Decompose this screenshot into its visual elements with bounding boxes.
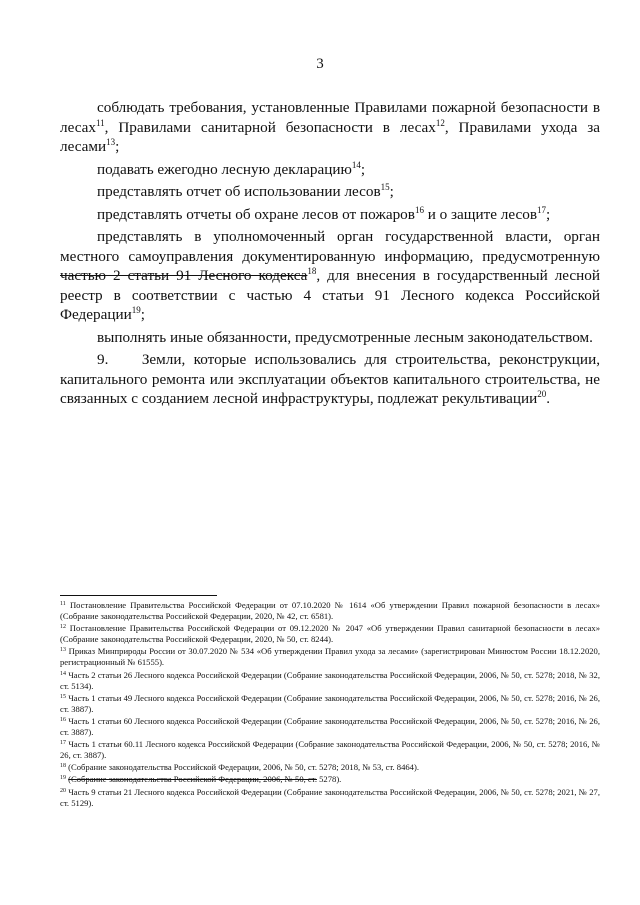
footnote-14: $^{14}$ Часть 2 статьи 26 Лесного кодекса Российской Федерации (Собрание законодательства Российской Федерации, 2006, № 50, ст. 5278; 2018, № 32, ст. 5134). — [60, 669, 600, 691]
footnotes — [60, 600, 600, 810]
footnote-13: $^{13}$ Приказ Минприроды России от 30.07.2020 № 534 «Об утверждении Правил ухода за лесами» (зарегистрирован Минюстом России 18.12.2020, регистрационный № 61555). — [60, 646, 600, 668]
footnote-19: $^{19}$ (Собрание законодательства Российской Федерации, 2006, № 50, ст. 5278). — [60, 774, 342, 785]
footnote-12: $^{12}$ Постановление Правительства Российской Федерации от 09.12.2020 № 2047 «Об утверждении Правил санитарной безопасности в лесах» (Собрание законодательства Российской Федерации, 2020, № 50, ст. 8244). — [60, 623, 600, 645]
footnote-ref-17: 17 — [537, 204, 546, 215]
footnote-16: $^{16}$ Часть 1 статьи 60 Лесного кодекса Российской Федерации (Собрание законодательства Российской Федерации, 2006, № 50, ст. 5278; 2016, № 26, ст. 3887). — [60, 715, 600, 738]
footnote-separator — [60, 595, 217, 596]
footnote-15: $^{15}$ Часть 1 статьи 49 Лесного кодекса Российской Федерации (Собрание законодательства Российской Федерации, 2006, № 50, ст. 5278; 2016, № 26, ст. 3887). — [60, 692, 600, 714]
main-text — [60, 98, 604, 412]
paragraph-protection-reports: представлять отчеты об охране лесов от пожаров$^{16}$ и о защите лесов$^{17}$; — [97, 204, 551, 223]
footnote-20: $^{20}$ Часть 9 статьи 21 Лесного кодекса Российской Федерации (Собрание законодательства Российской Федерации, 2006, № 50, ст. 5278; 2021, № 27, ст. 5129). — [60, 786, 600, 808]
paragraph-usage-report: представлять отчет об использовании лесов$^{15}$; — [97, 182, 394, 200]
footnote-ref-13: 13 — [106, 137, 116, 147]
footnote-ref-19: 19 — [131, 305, 141, 315]
footnote-ref-12: 12 — [435, 117, 445, 128]
paragraph-registry-info: представлять в уполномоченный орган государственной власти, орган местного самоуправления документированную информацию, предусмотренную частью 2 статьи 91 Лесного кодекса$^{18}$, для внесения в государственный лесной реестр в соответствии с частью 4 статьи 91 Лесного кодекса Российской Федерации$^{19}$; — [60, 228, 600, 323]
footnote-ref-18: 18 — [307, 266, 317, 276]
footnote-ref-11: 11 — [95, 117, 105, 128]
struck-text: частью 2 статьи 91 Лесного кодекса — [60, 267, 308, 284]
paragraph-section-9: 9. Земли, которые использовались для строительства, реконструкции, капитального ремонта или эксплуатации объектов капитального строительства, не связанных с созданием лесной инфраструктуры, подлежат рекультивации$^{20}$. — [60, 351, 604, 407]
footnote-11: $^{11}$ Постановление Правительства Российской Федерации от 07.10.2020 № 1614 «Об утверждении Правил пожарной безопасности в лесах» (Собрание законодательства Российской Федерации, 2020, № 42, ст. 6581). — [60, 600, 600, 622]
footnote-18: $^{18}$ (Собрание законодательства Российской Федерации, 2006, № 50, ст. 5278; 2018, № 53, ст. 8464). — [60, 762, 419, 773]
paragraph-other-duties: выполнять иные обязанности, предусмотренные лесным законодательством. — [97, 328, 593, 346]
paragraph-fire-safety: соблюдать требования, установленные Правилами пожарной безопасности в лесах$^{11}$, Правилами санитарной безопасности в лесах$^{12}$, Правилами ухода за лесами$^{13}$; — [60, 99, 600, 155]
footnote-ref-16: 16 — [414, 204, 424, 215]
footnote-ref-15: 15 — [380, 182, 390, 192]
footnote-17: $^{17}$ Часть 1 статьи 60.11 Лесного кодекса Российской Федерации (Собрание законодательства Российской Федерации, 2006, № 50, ст. 5278; 2016, № 26, ст. 3887). — [60, 739, 600, 761]
paragraph-declaration: подавать ежегодно лесную декларацию$^{14}$; — [97, 159, 366, 178]
footnote-ref-20: 20 — [537, 389, 547, 399]
footnote-ref-14: 14 — [351, 159, 361, 170]
page-number: 3 — [316, 56, 324, 72]
struck-text: (Собрание законодательства Российской Федерации, 2006, № 50, ст. — [68, 774, 317, 785]
